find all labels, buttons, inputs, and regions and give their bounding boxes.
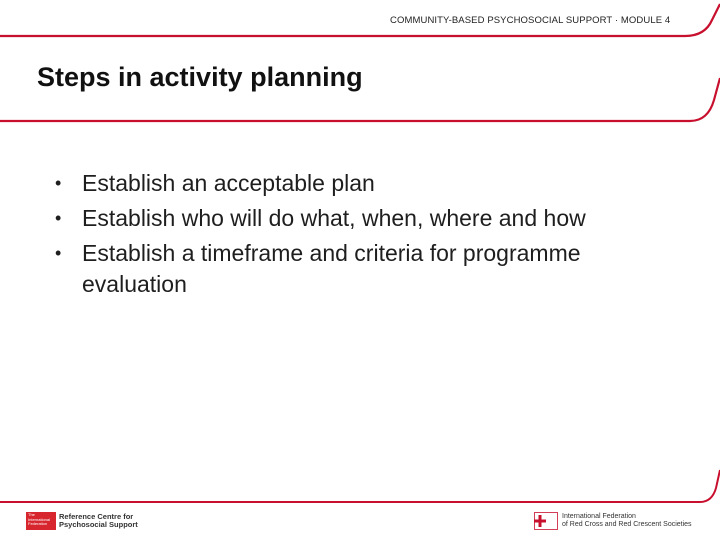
bullet-item: [55, 238, 655, 300]
bullet-text: Establish a timeframe and criteria for programme evaluation: [82, 240, 581, 297]
bullet-dot-icon: •: [55, 173, 62, 193]
bullet-dot-icon: •: [55, 243, 62, 263]
logo-line: of Red Cross and Red Crescent Societies: [562, 521, 692, 528]
slide-title: Steps in activity planning: [37, 62, 363, 92]
ifrc-logo: [534, 512, 692, 530]
logo-line: International Federation: [562, 513, 636, 520]
footer-curve: [0, 470, 720, 502]
bullet-text: Establish who will do what, when, where and how: [82, 205, 586, 231]
bullet-list: [55, 168, 655, 304]
bullet-text: Establish an acceptable plan: [82, 170, 375, 196]
red-cross-crescent-icon: [534, 512, 558, 530]
federation-box-logo: The International Federation: [26, 512, 56, 530]
logo-line: Reference Centre for: [59, 511, 134, 521]
bullet-dot-icon: •: [55, 208, 62, 228]
reference-centre-logo: [26, 512, 138, 530]
bullet-item: [55, 168, 655, 199]
bullet-item: [55, 203, 655, 234]
logo-line: Psychosocial Support: [59, 520, 138, 529]
module-header: COMMUNITY-BASED PSYCHOSOCIAL SUPPORT · MODULE 4: [390, 15, 671, 26]
